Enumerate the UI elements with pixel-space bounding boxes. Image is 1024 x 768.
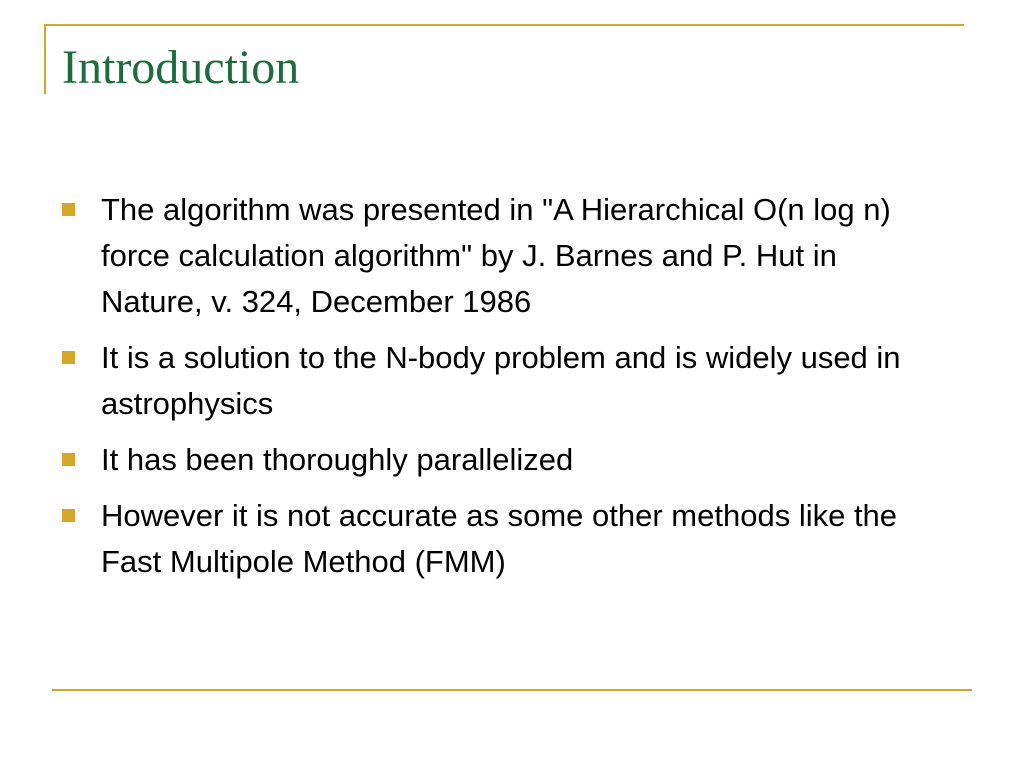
slide-content xyxy=(62,187,942,595)
top-divider xyxy=(44,24,964,26)
bullet-item xyxy=(62,493,942,585)
left-accent-line xyxy=(44,24,46,94)
square-bullet-icon xyxy=(62,203,75,216)
square-bullet-icon xyxy=(62,509,75,522)
slide-title: Introduction xyxy=(62,41,300,94)
bullet-item xyxy=(62,335,942,427)
bullet-item xyxy=(62,187,942,325)
bullet-item xyxy=(62,437,942,483)
bottom-divider xyxy=(52,689,972,691)
bullet-text: However it is not accurate as some other methods like the Fast Multipole Method (FMM) xyxy=(101,498,898,579)
bullet-text: It has been thoroughly parallelized xyxy=(101,442,574,477)
bullet-text: It is a solution to the N-body problem and is widely used in astrophysics xyxy=(101,340,901,421)
bullet-text: The algorithm was presented in "A Hierarchical O(n log n) force calculation algorithm" by J. Barnes and P. Hut in Nature, v. 324, December 1986 xyxy=(101,192,891,319)
square-bullet-icon xyxy=(62,453,75,466)
bullet-list xyxy=(62,187,942,585)
square-bullet-icon xyxy=(62,351,75,364)
